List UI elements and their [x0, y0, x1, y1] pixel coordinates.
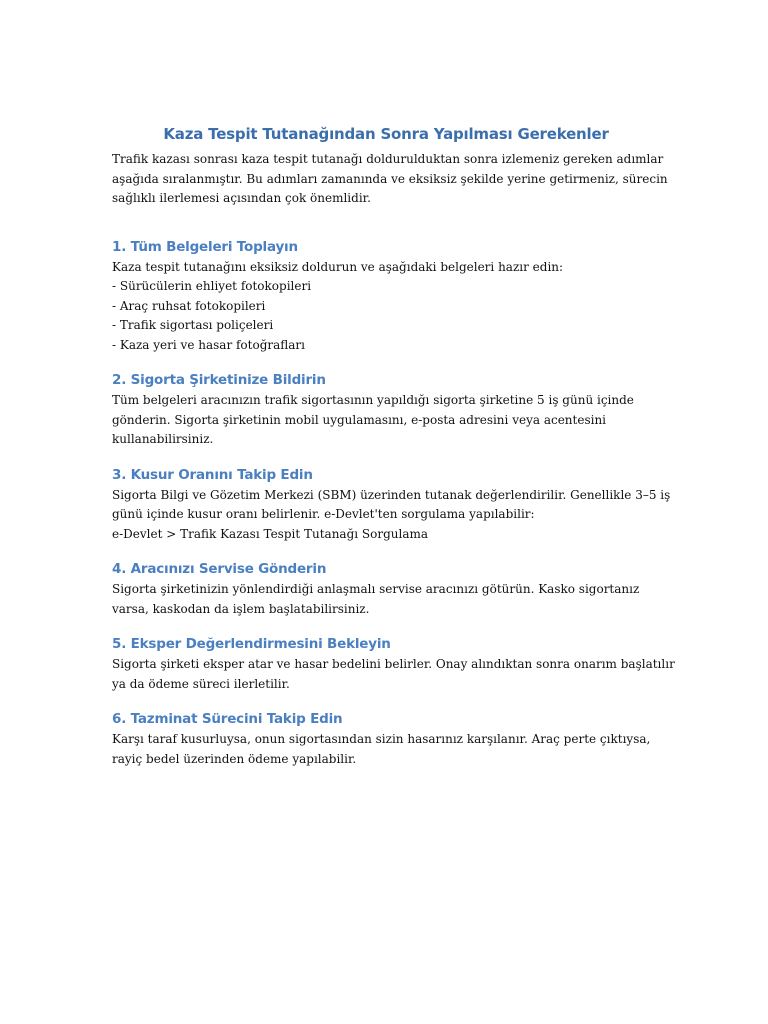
body-line: gönderin. Sigorta şirketinin mobil uygulamasını, e-posta adresini veya acentesini: [112, 412, 607, 427]
document-page: [112, 122, 675, 769]
body-line: Karşı taraf kusurluysa, onun sigortasından sizin hasarınız karşılanır. Araç perte çıktıysa,: [112, 732, 651, 746]
list-item: - Sürücülerin ehliyet fotokopileri: [112, 279, 312, 293]
section-collect-documents: [112, 236, 660, 356]
list-item: - Trafik sigortası poliçeleri: [112, 318, 274, 332]
section-heading: 1. Tüm Belgeleri Toplayın: [112, 238, 298, 255]
list-item: - Araç ruhsat fotokopileri: [112, 298, 266, 313]
body-line: varsa, kaskodan da işlem başlatabilirsiniz.: [112, 601, 370, 616]
intro-line: aşağıda sıralanmıştır. Bu adımları zamanında ve eksiksiz şekilde yerine getirmeniz, sürecin: [112, 171, 668, 186]
body-line: e-Devlet > Trafik Kazası Tespit Tutanağı Sorgulama: [112, 526, 429, 541]
section-body: [112, 391, 660, 450]
section-body: [112, 730, 660, 769]
section-body: [112, 258, 660, 356]
body-line: Kaza tespit tutanağını eksiksiz doldurun ve aşağıdaki belgeleri hazır edin:: [112, 259, 564, 274]
intro-line: Trafik kazası sonrası kaza tespit tutanağı doldurulduktan sonra izlemeniz gereken adımlar: [112, 152, 664, 166]
section-compensation: [112, 708, 660, 769]
section-body: [112, 580, 660, 619]
section-heading: 5. Eksper Değerlendirmesini Bekleyin: [112, 636, 391, 652]
section-body: [112, 486, 671, 545]
body-line: ya da ödeme süreci ilerletilir.: [112, 676, 290, 691]
section-notify-insurer: [112, 369, 660, 450]
section-expert-review: [112, 633, 675, 694]
section-heading: 2. Sigorta Şirketinize Bildirin: [112, 372, 326, 388]
intro-paragraph: [112, 150, 668, 209]
body-line: rayiç bedel üzerinden ödeme yapılabilir.: [112, 751, 357, 766]
body-line: Sigorta şirketi eksper atar ve hasar bedelini belirler. Onay alındıktan sonra onarım başlatılır: [112, 657, 675, 671]
body-line: günü içinde kusur oranı belirlenir. e-Devlet'ten sorgulama yapılabilir:: [112, 507, 535, 521]
section-body: [112, 655, 675, 694]
section-heading: 6. Tazminat Sürecini Takip Edin: [112, 711, 343, 727]
body-line: Tüm belgeleri aracınızın trafik sigortasının yapıldığı sigorta şirketine 5 iş günü içinde: [112, 393, 634, 407]
document-title: Kaza Tespit Tutanağından Sonra Yapılması Gerekenler: [163, 125, 609, 143]
body-line: Sigorta şirketinizin yönlendirdiği anlaşmalı servise aracınızı götürün. Kasko sigortanız: [112, 582, 640, 596]
body-line: Sigorta Bilgi ve Gözetim Merkezi (SBM) üzerinden tutanak değerlendirilir. Genellikle 3–5 iş: [112, 487, 671, 502]
section-fault-rate: [112, 464, 671, 545]
list-item: - Kaza yeri ve hasar fotoğrafları: [112, 337, 306, 352]
section-send-to-service: [112, 558, 660, 619]
section-heading: 4. Aracınızı Servise Gönderin: [112, 561, 327, 577]
body-line: kullanabilirsiniz.: [112, 432, 214, 446]
section-heading: 3. Kusur Oranını Takip Edin: [112, 466, 313, 483]
intro-line: sağlıklı ilerlemesi açısından çok önemlidir.: [112, 191, 371, 205]
